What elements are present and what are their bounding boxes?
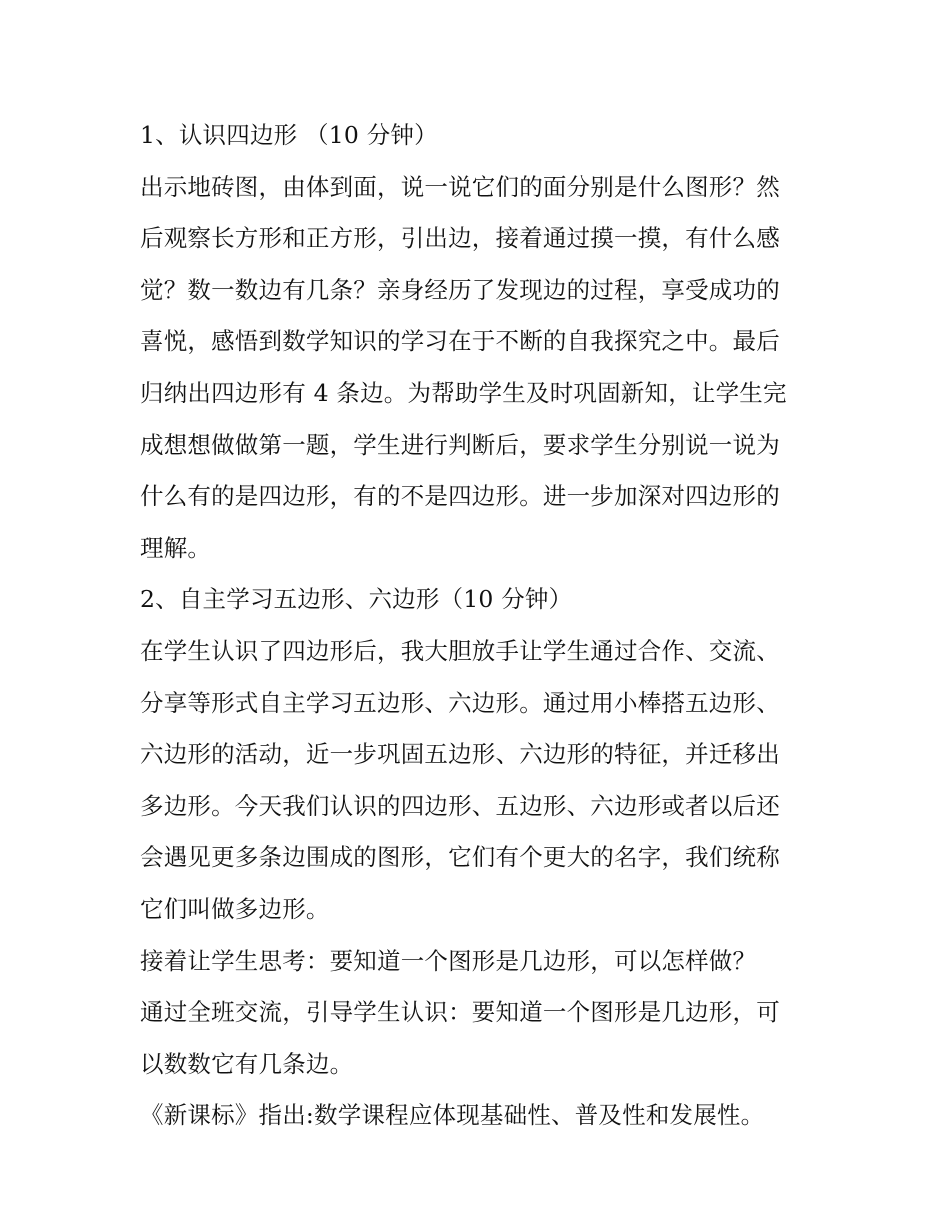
- paragraph-line: 成想想做做第一题，学生进行判断后，要求学生分别说一说为: [140, 430, 780, 459]
- paragraph-line: 会遇见更多条边围成的图形，它们有个更大的名字，我们统称: [140, 843, 780, 872]
- paragraph-line: 分享等形式自主学习五边形、六边形。通过用小棒搭五边形、: [140, 688, 780, 717]
- paragraph-line: 出示地砖图，由体到面，说一说它们的面分别是什么图形？然: [140, 172, 780, 201]
- paragraph-line: 六边形的活动，近一步巩固五边形、六边形的特征，并迁移出: [140, 740, 780, 769]
- paragraph-line: 觉？数一数边有几条？亲身经历了发现边的过程，享受成功的: [140, 275, 780, 304]
- section-heading-2: 2、自主学习五边形、六边形（10 分钟）: [140, 585, 573, 614]
- paragraph-line: 在学生认识了四边形后，我大胆放手让学生通过合作、交流、: [140, 636, 780, 665]
- paragraph-line: 通过全班交流，引导学生认识：要知道一个图形是几边形，可: [140, 998, 780, 1027]
- paragraph-line: 《新课标》指出:数学课程应体现基础性、普及性和发展性。: [140, 1101, 765, 1130]
- paragraph-line: 后观察长方形和正方形，引出边，接着通过摸一摸，有什么感: [140, 224, 780, 253]
- section-heading-1: 1、认识四边形 （10 分钟）: [140, 121, 438, 149]
- paragraph-line: 理解。: [140, 533, 212, 562]
- paragraph-line: 接着让学生思考：要知道一个图形是几边形，可以怎样做？: [140, 946, 757, 975]
- paragraph-line: 它们叫做多边形。: [140, 894, 330, 923]
- paragraph-line: 归纳出四边形有 4 条边。为帮助学生及时巩固新知，让学生完: [140, 378, 787, 407]
- paragraph-line: 什么有的是四边形，有的不是四边形。进一步加深对四边形的: [140, 482, 780, 511]
- paragraph-line: 喜悦，感悟到数学知识的学习在于不断的自我探究之中。最后: [140, 327, 780, 356]
- paragraph-line: 以数数它有几条边。: [140, 1049, 354, 1078]
- document-body: [140, 110, 820, 1142]
- paragraph-line: 多边形。今天我们认识的四边形、五边形、六边形或者以后还: [140, 791, 780, 820]
